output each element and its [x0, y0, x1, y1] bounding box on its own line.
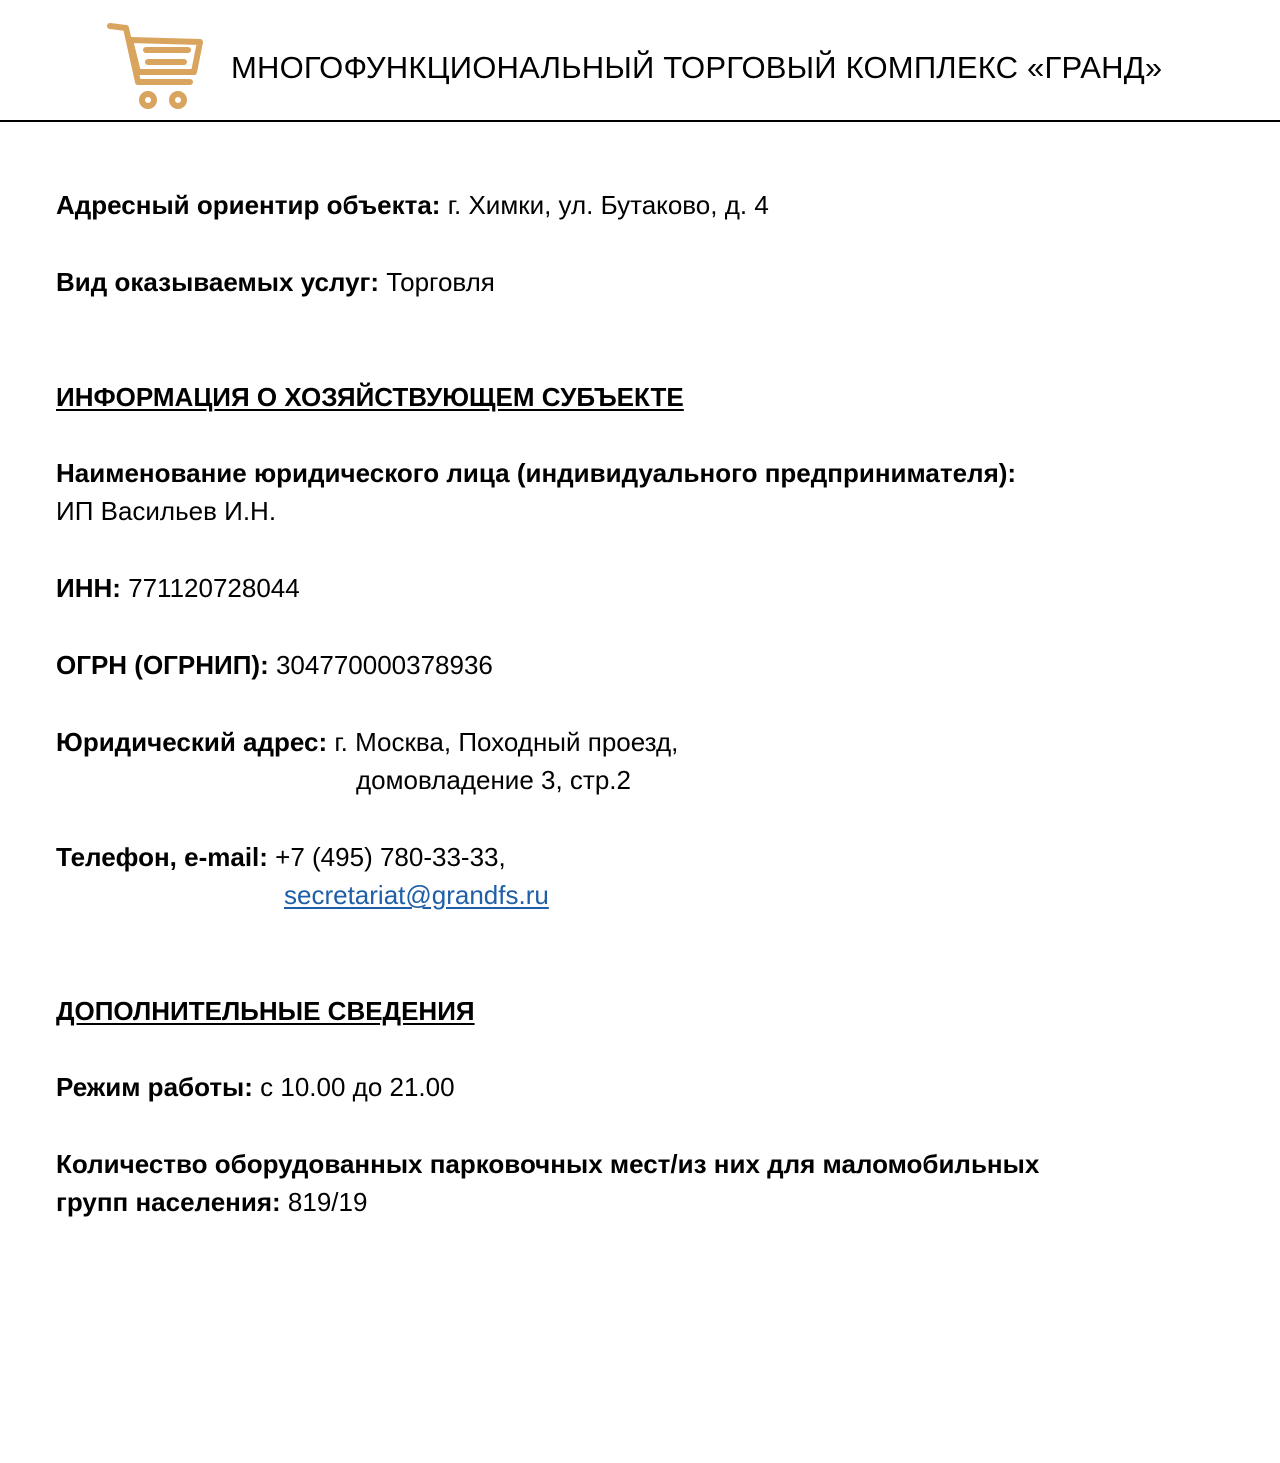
legal-address-value-line2: домовладение 3, стр.2: [356, 765, 631, 795]
object-address-line: [56, 186, 769, 224]
entity-name-value: ИП Васильев И.Н.: [56, 496, 277, 526]
hours-line: [56, 1068, 455, 1106]
entity-name-label: Наименование юридического лица (индивидуального предпринимателя):: [56, 458, 1017, 488]
shopping-cart-icon: [104, 20, 208, 112]
object-address-value: г. Химки, ул. Бутаково, д. 4: [440, 190, 769, 220]
phone-value: +7 (495) 780-33-33,: [267, 842, 506, 872]
contacts-label: Телефон, e-mail:: [56, 842, 268, 872]
ogrn-value: 304770000378936: [268, 650, 493, 680]
inn-label: ИНН:: [56, 573, 121, 603]
parking-label-line1: Количество оборудованных парковочных мест/из них для маломобильных: [56, 1149, 1040, 1179]
page-title: МНОГОФУНКЦИОНАЛЬНЫЙ ТОРГОВЫЙ КОМПЛЕКС «ГРАНД»: [231, 50, 1163, 85]
services-label: Вид оказываемых услуг:: [56, 267, 380, 297]
inn-value: 771120728044: [120, 573, 300, 603]
object-address-label: Адресный ориентир объекта:: [56, 190, 441, 220]
inn-line: [56, 569, 300, 607]
services-line: [56, 263, 495, 301]
ogrn-line: [56, 646, 493, 684]
legal-address-value-line1: г. Москва, Походный проезд,: [327, 727, 679, 757]
additional-section-title: ДОПОЛНИТЕЛЬНЫЕ СВЕДЕНИЯ: [56, 996, 475, 1026]
parking-label-line2: групп населения:: [56, 1187, 281, 1217]
legal-address-label: Юридический адрес:: [56, 727, 328, 757]
email-link[interactable]: secretariat@grandfs.ru: [284, 880, 549, 910]
hours-label: Режим работы:: [56, 1072, 253, 1102]
hours-value: с 10.00 до 21.00: [252, 1072, 455, 1102]
ogrn-label: ОГРН (ОГРНИП):: [56, 650, 269, 680]
contacts-line: [56, 838, 506, 876]
parking-value: 819/19: [280, 1187, 368, 1217]
services-value: Торговля: [379, 267, 495, 297]
email-line: [284, 876, 549, 914]
legal-address-line: [56, 723, 678, 761]
entity-section-title: ИНФОРМАЦИЯ О ХОЗЯЙСТВУЮЩЕМ СУБЪЕКТЕ: [56, 382, 684, 412]
page-header: [0, 0, 1280, 122]
parking-line: [56, 1183, 367, 1221]
